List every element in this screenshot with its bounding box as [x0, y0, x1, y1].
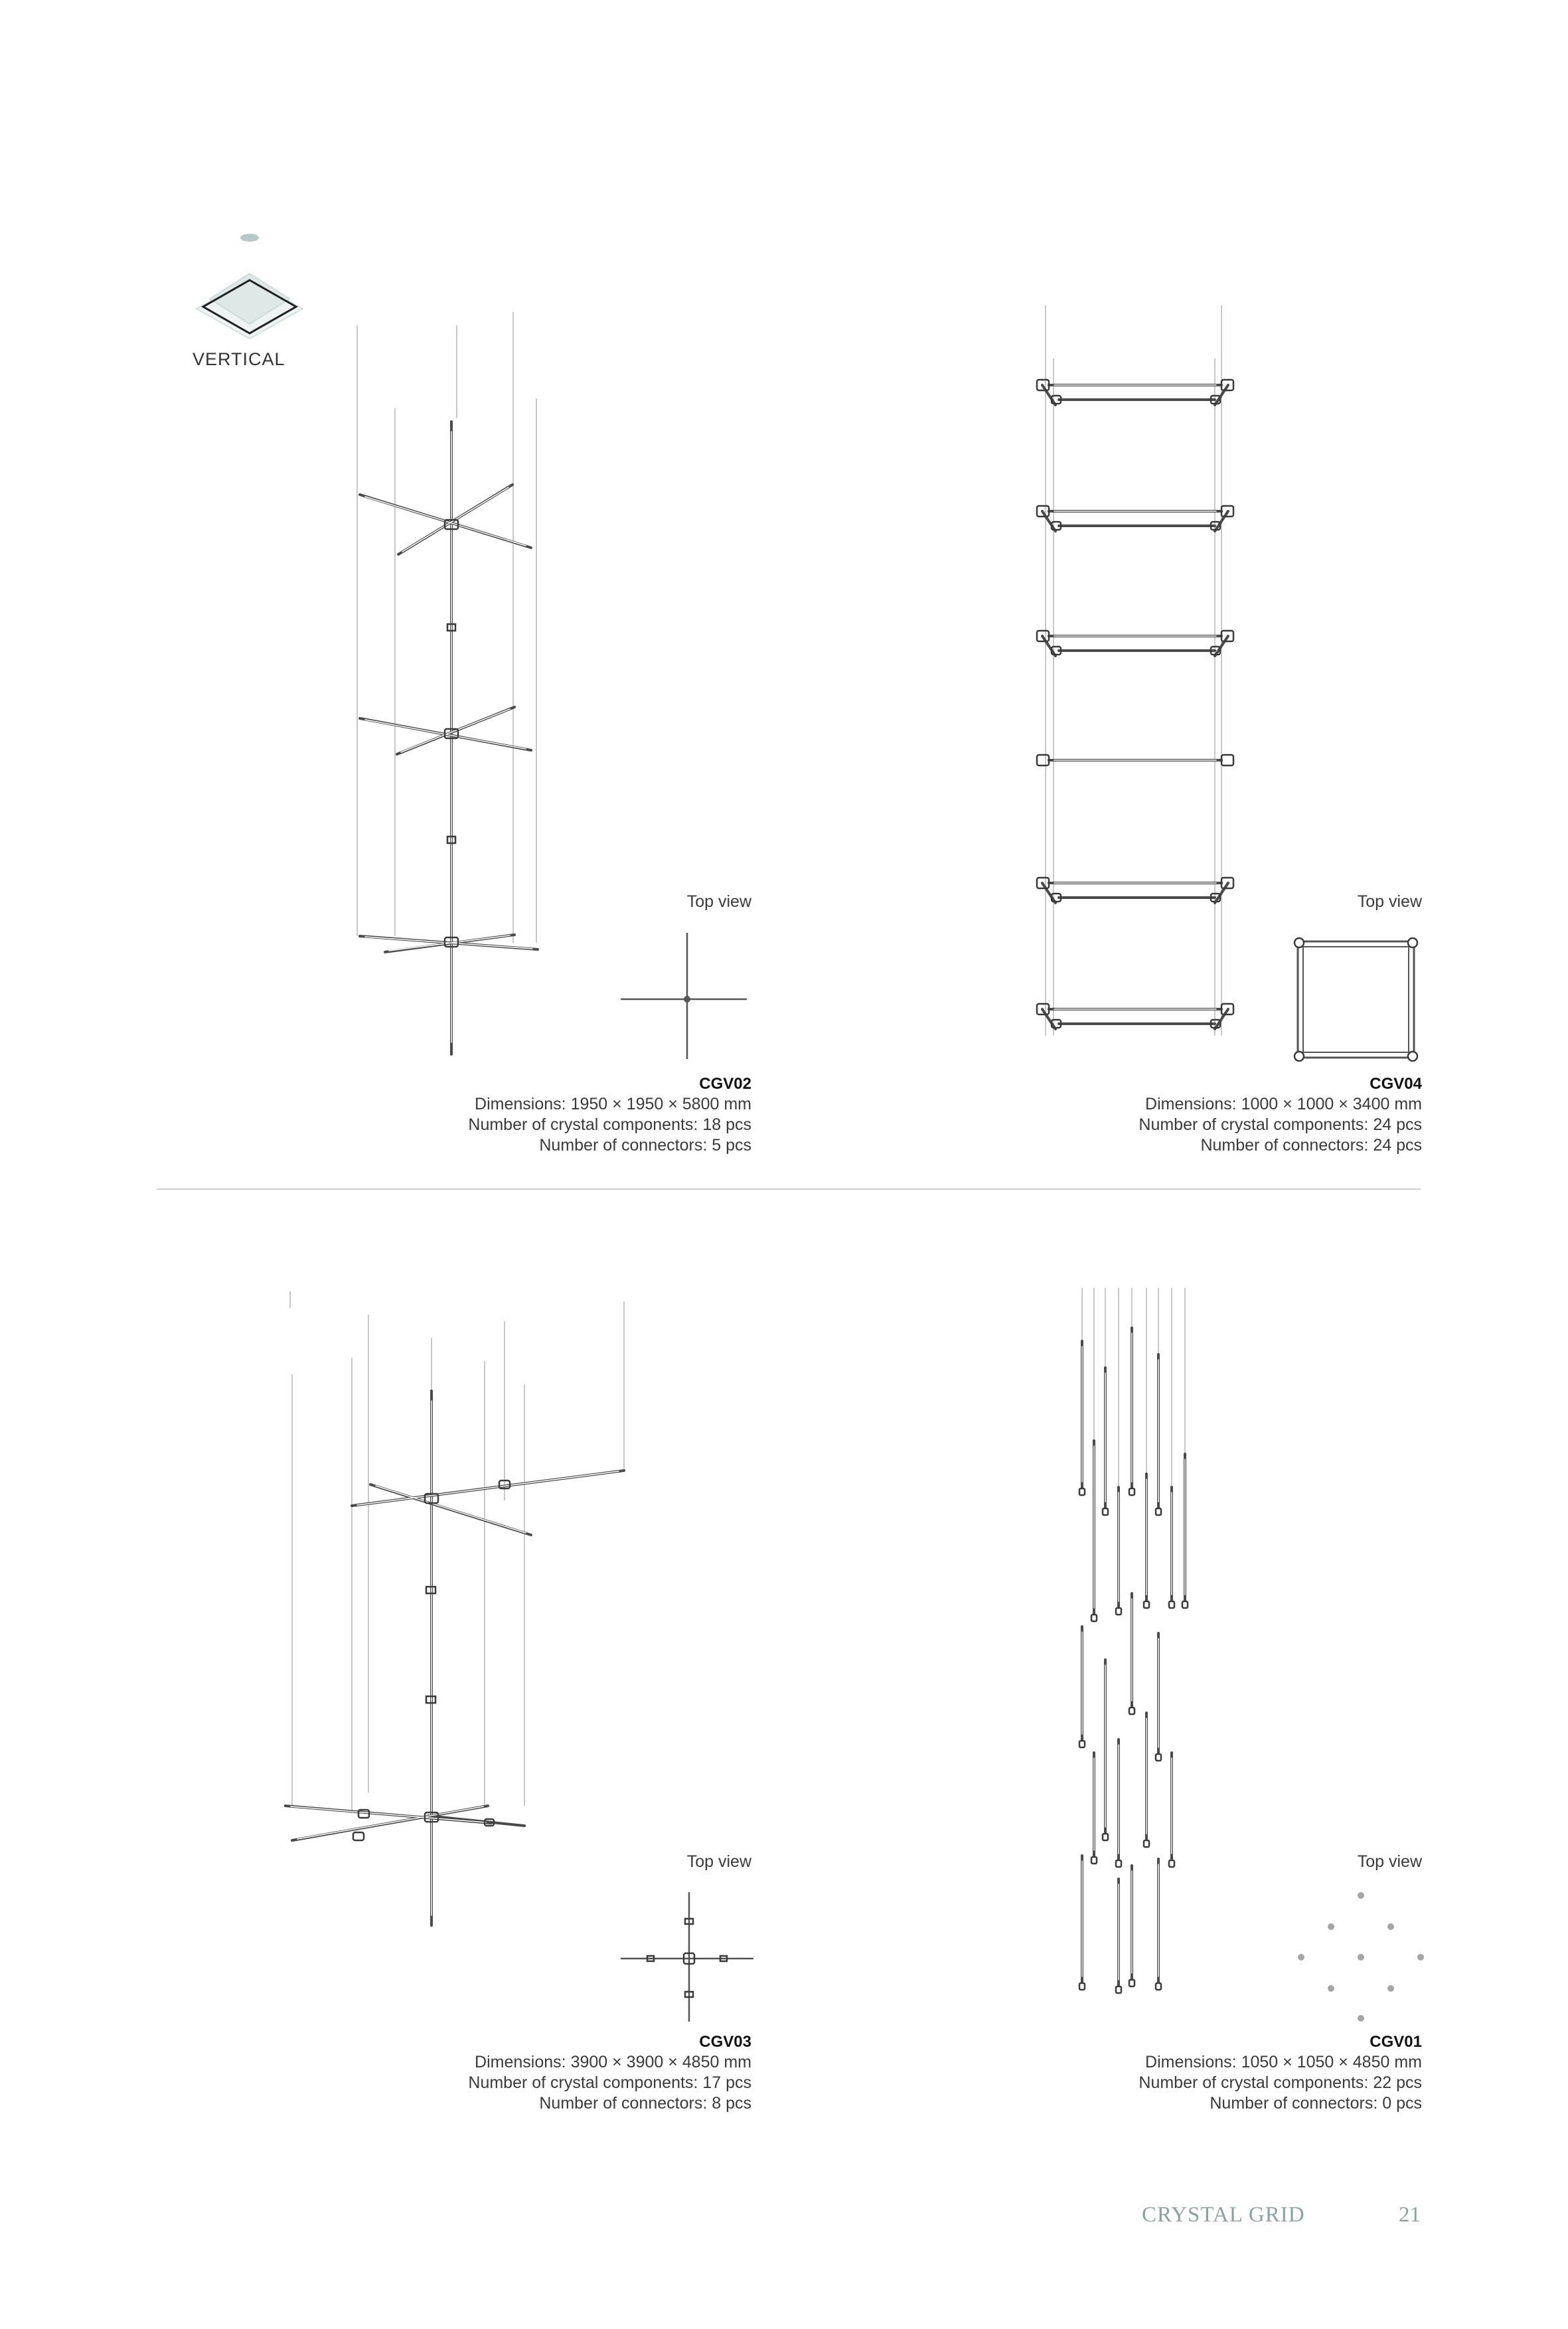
dimensions-line: [1036, 2052, 1422, 2073]
components-line: [1036, 2073, 1422, 2093]
cgv03-top-view: [621, 1892, 760, 2025]
dimensions-line: [372, 2052, 751, 2073]
connectors-label: Number of connectors:: [539, 1136, 708, 1155]
cgv03-topview-label: Top view: [686, 1852, 751, 1871]
cgv02-caption: [372, 1074, 751, 1156]
cgv01-topview-label: Top view: [1357, 1852, 1422, 1871]
cgv04-drawing: [1022, 305, 1261, 1062]
rod-cap: [1116, 1986, 1121, 1993]
section-label: VERTICAL: [193, 349, 285, 369]
dimensions-label: Dimensions:: [475, 1095, 566, 1113]
components-line: [372, 2073, 751, 2093]
components-line: [372, 1115, 751, 1135]
connectors-value: 0 pcs: [1382, 2094, 1422, 2113]
footer-title: CRYSTAL GRID: [1142, 2203, 1305, 2227]
components-value: 18 pcs: [702, 1115, 751, 1134]
dimensions-value: 1050 × 1050 × 4850 mm: [1241, 2053, 1422, 2071]
connectors-line: [372, 1135, 751, 1156]
rod-cap: [1144, 1840, 1149, 1847]
rod-cap: [1079, 1488, 1085, 1495]
cgv02-top-view: [621, 933, 753, 1066]
rod-cap: [1169, 1601, 1174, 1608]
product-code: CGV03: [699, 2033, 751, 2051]
rod-cap: [1129, 1708, 1135, 1714]
cgv01-drawing: [1056, 1288, 1208, 2018]
dimensions-line: [372, 1094, 751, 1115]
components-label: Number of crystal components:: [1138, 2073, 1369, 2092]
rod-cap: [1129, 1980, 1135, 1986]
cgv01-caption: [1036, 2032, 1422, 2114]
connector: [1037, 755, 1049, 765]
page-number: 21: [1399, 2203, 1421, 2227]
dimensions-line: [1036, 1094, 1422, 1115]
product-code: CGV02: [699, 1075, 751, 1093]
rod-cap: [1103, 1834, 1108, 1840]
dimensions-value: 1000 × 1000 × 3400 mm: [1241, 1095, 1422, 1113]
dimensions-value: 3900 × 3900 × 4850 mm: [570, 2053, 751, 2071]
connectors-value: 24 pcs: [1373, 1136, 1422, 1155]
connectors-line: [1036, 1135, 1422, 1156]
connectors-label: Number of connectors:: [1200, 1136, 1369, 1155]
cgv03-caption: [372, 2032, 751, 2114]
components-label: Number of crystal components:: [468, 2073, 698, 2092]
cgv04-level: [1037, 506, 1233, 531]
cgv04-caption: [1036, 1074, 1422, 1156]
rod-cap: [1116, 1608, 1121, 1615]
rod-cap: [1144, 1601, 1149, 1608]
vertical-orientation-icon: [190, 232, 309, 345]
connectors-label: Number of connectors:: [1210, 2094, 1378, 2113]
rod-cap: [1103, 1508, 1108, 1515]
rod-cap: [1079, 1741, 1085, 1747]
cgv03-drawing: [272, 1288, 644, 1952]
rod-cap: [1182, 1601, 1188, 1608]
connector: [1221, 755, 1233, 765]
connectors-line: [372, 2093, 751, 2114]
section-divider: [157, 1188, 1421, 1190]
cgv01-pendants: [1079, 1288, 1188, 1993]
cgv02-topview-label: Top view: [686, 892, 751, 911]
dimensions-label: Dimensions:: [1145, 2053, 1237, 2071]
rod-cap: [1156, 1983, 1161, 1990]
components-line: [1036, 1115, 1422, 1135]
cgv02-drawing: [332, 305, 571, 1069]
cgv04-levels: [1037, 380, 1233, 1029]
product-code: CGV04: [1370, 1075, 1422, 1093]
rod-cap: [1091, 1615, 1097, 1621]
dimensions-label: Dimensions:: [475, 2053, 566, 2071]
components-label: Number of crystal components:: [468, 1115, 698, 1134]
product-code: CGV01: [1370, 2033, 1422, 2051]
cgv04-level: [1037, 878, 1233, 903]
rod-cap: [1116, 1860, 1121, 1867]
components-value: 24 pcs: [1373, 1115, 1422, 1134]
connectors-line: [1036, 2093, 1422, 2114]
rod-cap: [1129, 1488, 1135, 1495]
cgv01-top-view: [1294, 1892, 1427, 2025]
cgv04-top-view: [1291, 935, 1424, 1068]
components-value: 22 pcs: [1373, 2073, 1422, 2092]
connectors-value: 5 pcs: [712, 1136, 751, 1155]
connectors-label: Number of connectors:: [539, 2094, 708, 2113]
rod-cap: [1091, 1857, 1097, 1864]
cgv04-topview-label: Top view: [1357, 892, 1422, 911]
dimensions-value: 1950 × 1950 × 5800 mm: [570, 1095, 751, 1113]
cgv04-level: [1037, 631, 1233, 656]
rod-cap: [1169, 1860, 1174, 1867]
cgv04-level: [1037, 380, 1233, 405]
connectors-value: 8 pcs: [712, 2094, 751, 2113]
dimensions-label: Dimensions:: [1145, 1095, 1237, 1113]
components-label: Number of crystal components:: [1138, 1115, 1369, 1134]
rod-cap: [1156, 1508, 1161, 1515]
components-value: 17 pcs: [702, 2073, 751, 2092]
rod-cap: [1156, 1754, 1161, 1761]
rod-cap: [1079, 1983, 1085, 1990]
cgv04-level: [1037, 1004, 1233, 1029]
cgv04-level: [1037, 755, 1233, 765]
